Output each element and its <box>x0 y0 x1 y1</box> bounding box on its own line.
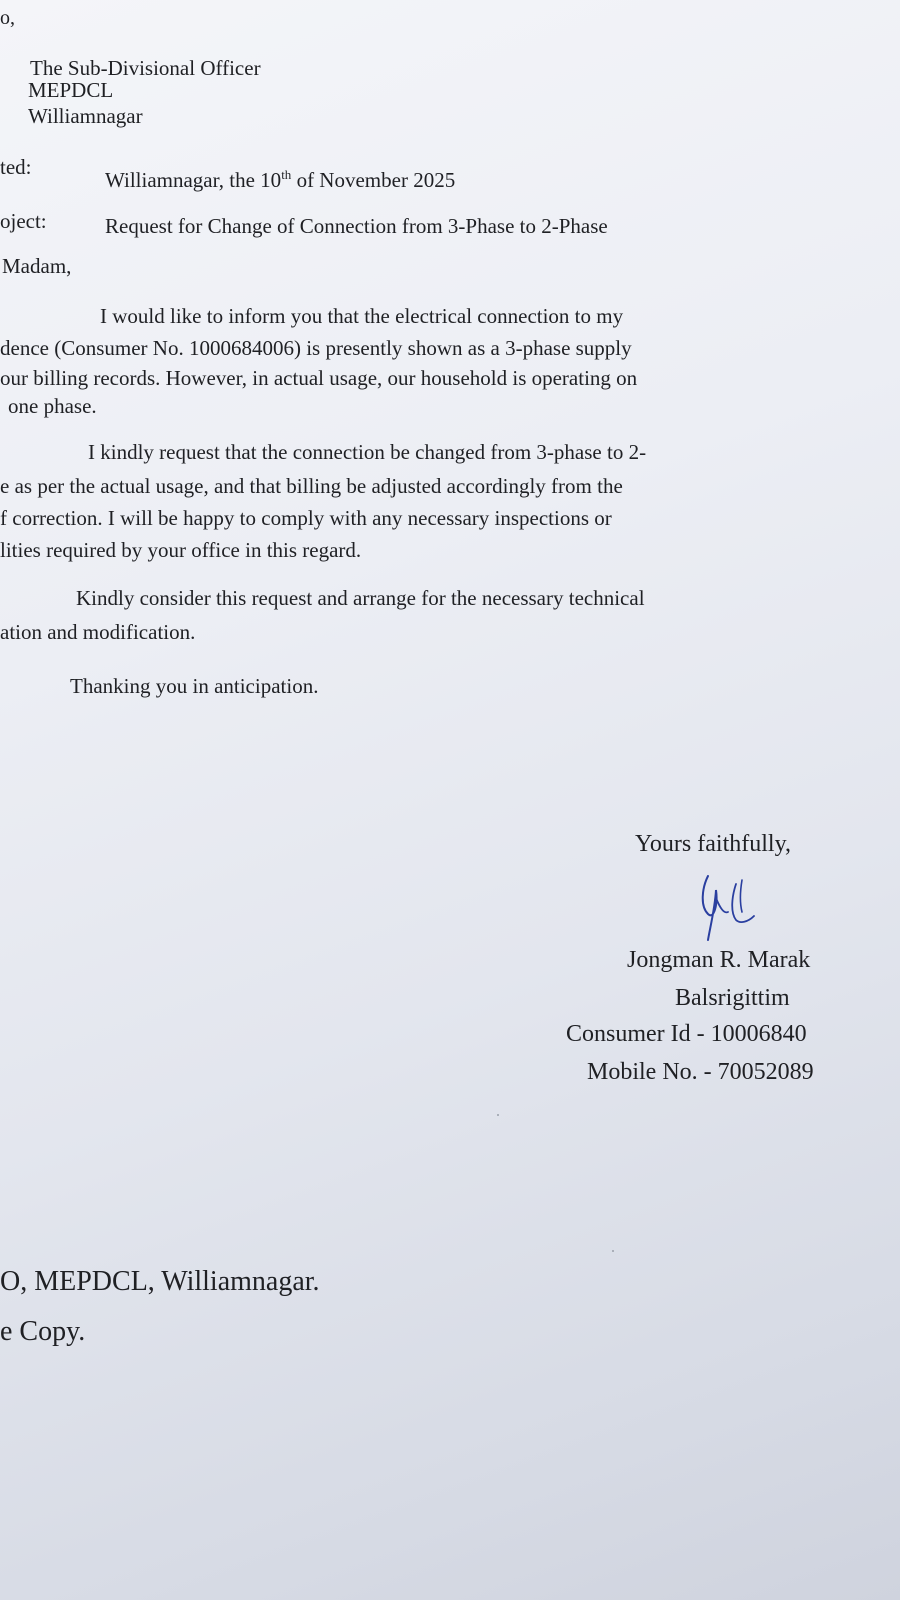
paragraph1-line: dence (Consumer No. 1000684006) is presently shown as a 3-phase supply <box>0 336 632 360</box>
paragraph2-line: e as per the actual usage, and that billing be adjusted accordingly from the <box>0 474 623 498</box>
closing-line: Thanking you in anticipation. <box>70 674 319 698</box>
paragraph2-line: lities required by your office in this regard. <box>0 538 362 562</box>
dated-value <box>105 168 455 191</box>
paragraph1-line: I would like to inform you that the electrical connection to my <box>100 304 624 328</box>
subject-label: oject: <box>0 209 47 233</box>
signatory-mobile: Mobile No. - 70052089 <box>587 1059 814 1085</box>
paragraph3-line: ation and modification. <box>0 620 196 644</box>
dated-label: ted: <box>0 155 32 179</box>
signatory-consumer-id: Consumer Id - 10006840 <box>566 1021 807 1047</box>
copy-to-line: e Copy. <box>0 1316 86 1347</box>
paragraph2-line: f correction. I will be happy to comply with any necessary inspections or <box>0 506 612 530</box>
dated-value-sup: th <box>281 167 292 182</box>
recipient-location: Williamnagar <box>28 104 143 128</box>
paper-speck <box>497 1114 499 1116</box>
recipient-title: The Sub-Divisional Officer <box>30 56 261 80</box>
dated-value-prefix: Williamnagar, the 10 <box>105 168 282 192</box>
signatory-name: Jongman R. Marak <box>627 947 811 973</box>
recipient-organization: MEPDCL <box>28 78 114 102</box>
paragraph1-line: our billing records. However, in actual usage, our household is operating on <box>0 366 638 390</box>
salutation: Madam, <box>2 254 72 278</box>
signatory-location: Balsrigittim <box>675 985 790 1011</box>
copy-to-line: O, MEPDCL, Williamnagar. <box>0 1266 320 1297</box>
dated-value-suffix: of November 2025 <box>291 168 456 192</box>
paragraph3-line: Kindly consider this request and arrange for the necessary technical <box>76 586 645 610</box>
handwritten-signature <box>696 868 776 948</box>
paragraph1-line: one phase. <box>8 394 97 418</box>
subject-value: Request for Change of Connection from 3-Phase to 2-Phase <box>105 214 608 238</box>
valediction: Yours faithfully, <box>635 831 792 857</box>
paragraph2-line: I kindly request that the connection be changed from 3-phase to 2- <box>88 440 647 464</box>
paper-speck <box>612 1250 614 1252</box>
header-fragment: o, <box>0 7 15 29</box>
